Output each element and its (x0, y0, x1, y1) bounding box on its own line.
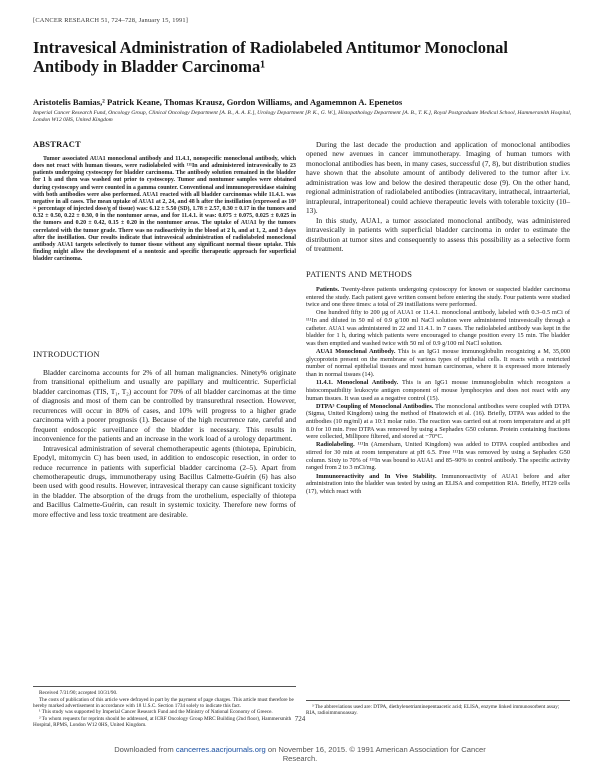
methods-1141 (306, 379, 570, 402)
footnote-received: Received 7/31/90; accepted 10/31/90. (39, 690, 118, 696)
methods-heading: PATIENTS AND METHODS (306, 270, 413, 279)
right-footnote (306, 700, 570, 716)
author-list: Aristotelis Bamias,² Patrick Keane, Thomas Krausz, Gordon Williams, and Agamemnon A. Epenetos (33, 97, 403, 107)
download-notice (0, 745, 600, 764)
download-line-2: Research. (282, 754, 318, 764)
patients-text: Twenty-three patients undergoing cystoscopy for known or suspected bladder carcinoma entered the study. Each patient gave written consent before entering the study. Four patients were studied twice and one three times: a total of 29 instillations were performed. (306, 286, 570, 309)
article-title: Intravesical Administration of Radiolabeled Antitumor Monoclonal Antibody in Bladder Carcinoma¹ (33, 38, 509, 76)
affiliation: Imperial Cancer Research Fund, Oncology Group, Clinical Oncology Department [A. B., A. A. E.], Urology Department [P. K., G. W.], Histopathology Department [A. B., T. K.], Royal Postgraduate Medical School, Hammersmith Hospital, London W12 0HS, United Kingdom (33, 110, 572, 123)
immuno-run-head: Immunoreactivity and In Vivo Stability. (316, 472, 437, 480)
mab-run-head: 11.4.1. Monoclonal Antibody. (316, 379, 399, 387)
dtpa-text: The monoclonal antibodies were coupled with DTPA (Sigma, United Kingdom) using the method of Hnatowich et al. (16). Briefly, DTPA was added to the antibodies (10 mg/ml) at a 10:1 molar ratio. The reaction was carried out at room temperature and at pH 8.0 for 10 min. Free DTPA was removed by using a Sephadex G50 column. Protein containing fractions were collected, Millipore filtered, and stored at −70°C. (306, 402, 571, 441)
methods-aua1 (306, 348, 570, 379)
introduction-body (33, 368, 296, 519)
patients-run-head: Patients. (316, 286, 340, 293)
radio-text: ¹¹¹In (Amersham, United Kingdom) was added to DTPA coupled antibodies and stirred for 30 min at room temperature at pH 6.5. Free ¹¹¹In was removed by using a Sephadex G50 column. Sixty to 70% of ¹¹¹In was bound to AUA1 and 85–90% to control antibody. The specific activity ranged from 2 to 3 mCi/mg. (306, 441, 570, 472)
footnote-reprints: ² To whom requests for reprints should be addressed, at ICRF Oncology Group MRC Building (2nd floor), Hammersmith Hospital, RPMS, London W12 0HS, United Kingdom. (33, 715, 292, 728)
immuno-text: Immunoreactivity of AUA1 before and after administration into the bladder was tested by using an ELISA and competition RIA. Briefly, HT29 cells (17), which react with (306, 472, 570, 495)
methods-patients (306, 286, 570, 309)
abstract-text: Tumor associated AUA1 monoclonal antibody and 11.4.1, nonspecific monoclonal antibody, which does not react with human tissues, were radiolabeled with ¹¹¹In and administered intravesically to 23 patients undergoing cystoscopy for bladder carcinoma. The antibody solution remained in the bladder for 1 h and then was washed out prior to cystoscopy. Tumor and nontumor samples were obtained during cystoscopy and were counted in a gamma counter. Conventional and immunoperoxidase staining with both antibodies were also performed. AUA1 reacted with all bladder carcinomas while 11.4.1. was negative in all cases. The mean uptake of AUA1 at 2, 24, and 48 h after the instillation (expressed as 10³ × percentage of injected dose/g of tissue) was: 6.12 ± 5.50 (SD), 1.78 ± 2.57, 0.30 ± 0.17 in the tumors and 0.32 ± 0.50, 0.22 ± 0.30, 0 in the nontumor areas, and for 11.4.1. it was: 0.075 ± 0.075, 0.025 ± 0.025 in the tumors and 0.20 ± 0.42, 0.15 ± 0.20 in the nontumor areas. The uptake of AUA1 by the tumors correlated with the tumor grade. There was no radioactivity in the blood at 2 h, and at 1, 2, and 3 days after the instillation. Our results indicate that intravesical administration of radiolabeled monoclonal antibody AUA1 targets selectively to tumor tissue without any significant normal tissue uptake. This finding might allow the development of a nontoxic and specific therapeutic approach for superficial bladder carcinoma. (33, 156, 296, 263)
download-suffix: on November 16, 2015. © 1991 American Association for Cancer (265, 745, 486, 754)
page-number: 724 (294, 715, 306, 723)
download-prefix: Downloaded from (114, 745, 176, 754)
introduction-heading: INTRODUCTION (33, 350, 100, 359)
radio-run-head: Radiolabeling. (316, 441, 355, 449)
intro-continued (306, 140, 570, 253)
intro-paragraph-4: In this study, AUA1, a tumor associated monoclonal antibody, was administered intravesically in patients with superficial bladder carcinoma in order to estimate the distribution at tumor sites and consequently to assess this possibility as a selective form of treatment. (306, 215, 570, 253)
abstract-heading: ABSTRACT (33, 140, 82, 149)
intro-paragraph-1: Bladder carcinoma accounts for 2% of all human malignancies. Ninety% originate from transitional epithelium and usually are papillary and multicentric. Superficial bladder carcinomas (TIS, T₁, T₂) account for 70% of all bladder carcinomas at the time of diagnosis and most of them can be controlled by transurethral resection. However, recurrences will occur in 80% of cases, and 10% will progress to a higher grade carcinoma with a poorer prognosis (1). Because of the high recurrence rate, careful and frequent endoscopic surveillance of the bladder is necessary. This results in inconvenience for the patients and an increase in the work load of a urology department. (33, 368, 296, 444)
intro-paragraph-2: Intravesical administration of several chemotherapeutic agents (thiotepa, Epirubicin, Epodyl, mitomycin C) has been used, in addition to endoscopic resection, in order to reduce recurrence in patients with superficial bladder carcinoma (2–5). Apart from chemotherapeutic drugs, immunotherapy using Bacillus Calmette-Guérin (6) has also been used with good results. However, intravesical therapy can cause significant toxicity in the bladder. The absorption of the drugs from the urothelium, especially of thiotepa and Bacillus Calmette-Guérin, can result in systemic toxicity. Therefore new forms of more effective and less toxic treatment are desirable. (33, 443, 296, 519)
methods-body (306, 286, 570, 496)
methods-radiolabeling (306, 441, 570, 472)
aua1-run-head: AUA1 Monoclonal Antibody. (316, 348, 396, 356)
journal-link[interactable]: cancerres.aacrjournals.org (175, 745, 266, 754)
footnote-support: ¹ This study was supported by Imperial Cancer Research Fund and the Ministry of National Economy of Greece. (39, 709, 273, 716)
dtpa-run-head: DTPA³ Coupling of Monoclonal Antibodies. (316, 402, 434, 410)
journal-header: [CANCER RESEARCH 51, 724–728, January 15, 1991] (33, 17, 189, 24)
methods-immunoreactivity (306, 473, 570, 496)
footnote-abbreviations: ³ The abbreviations used are: DTPA, diethylenetriaminepentaacetic acid; ELISA, enzyme linked immunosorbent assay; RIA, radioimmunoassay. (306, 704, 560, 717)
methods-dtpa (306, 403, 570, 441)
mab-text: This is an IgG1 mouse immunoglobulin which recognizes a histocompatibility leukocyte antigen component of mouse lymphocytes and does not react with any human tissues. It was used as a negative control (15). (306, 379, 571, 402)
intro-paragraph-3: During the last decade the production and application of monoclonal antibodies opened new avenues in cancer immunotherapy. Imaging of human tumors with monoclonal antibodies has been, in many cases, successful (7, 8), but distribution studies have shown that the absolute amount of antibody delivered to the tumor after i.v. administration was low and below the desired therapeutic dose (9). On the other hand, regional administration of radiolabeled antibodies (intracavitary, intrathecal, intraarterial, intrapleural, intraperitoneal) could achieve therapeutic levels with tolerable toxicity (10–13). (306, 140, 570, 216)
methods-dose: One hundred fifty to 200 μg of AUA1 or 11.4.1. monoclonal antibody, labeled with 0.3–0.5 mCi of ¹¹¹In and diluted in 50 ml of 0.9 g/100 ml NaCl solution were administered intravesically through a catheter. AUA1 was administered in 22 and 11.4.1. in 7 cases. The radiolabeled antibody was kept in the bladder for 1 h, during which patients were encouraged to change position every 15 min. The bladder was then emptied and washed twice with 50 ml of 0.9 g/100 ml NaCl solution. (306, 309, 570, 347)
aua1-text: This is an IgG1 mouse immunoglobulin recognizing a Mᵣ 35,000 glycoprotein present on the membrane of various types of epithelial cells. It reacts with a restricted number of normal epithelial tissues and most human carcinomas, where it is expressed more intensely than in normal tissues (14). (306, 348, 570, 379)
footnote-costs: The costs of publication of this article were defrayed in part by the payment of page charges. This article must therefore be hereby marked advertisement in accordance with 18 U.S.C. Section 1734 solely to indicate this fact. (33, 696, 294, 709)
